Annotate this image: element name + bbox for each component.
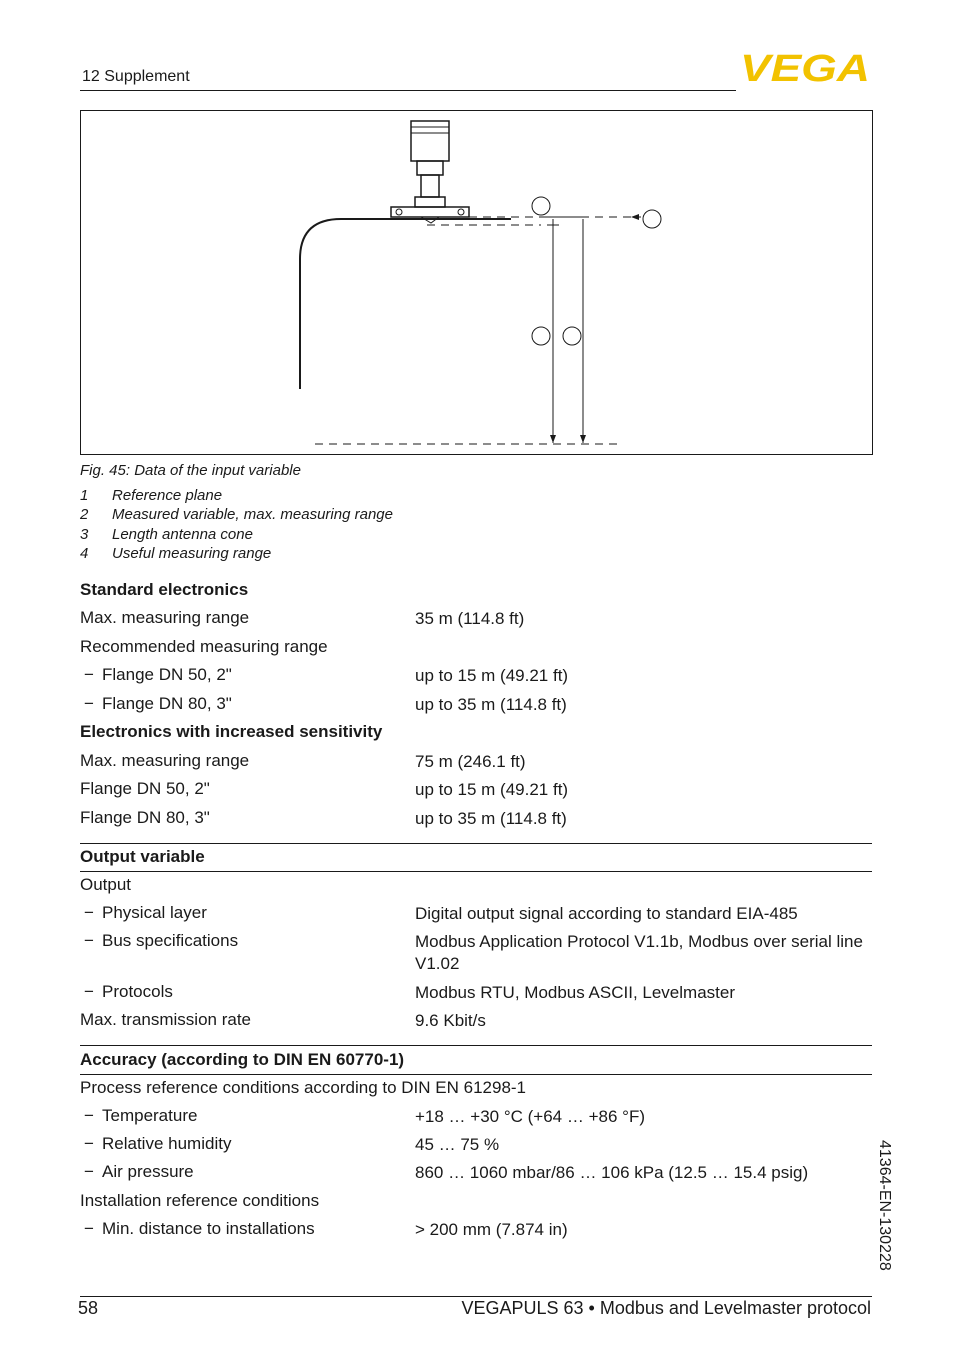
legend-item: 4 Useful measuring range bbox=[80, 545, 272, 562]
increased-sensitivity-heading: Electronics with increased sensitivity bbox=[80, 722, 383, 741]
standard-electronics-heading: Standard electronics bbox=[80, 580, 249, 599]
section-title: 12 Supplement bbox=[82, 68, 190, 85]
accuracy-heading: Accuracy (according to DIN EN 60770-1) bbox=[80, 1050, 405, 1069]
legend-item: 3 Length antenna cone bbox=[80, 526, 253, 543]
figure-frame bbox=[80, 110, 873, 455]
output-variable-heading: Output variable bbox=[80, 847, 205, 866]
section-divider bbox=[80, 871, 872, 872]
svg-text:VEGA: VEGA bbox=[740, 50, 870, 84]
svg-text:41364-EN-130228: 41364-EN-130228 bbox=[876, 1140, 893, 1271]
footer-divider bbox=[80, 1296, 872, 1297]
vega-logo bbox=[740, 50, 872, 84]
sensor-diagram bbox=[81, 111, 872, 454]
document-title: VEGAPULS 63 • Modbus and Levelmaster protocol bbox=[461, 1298, 871, 1318]
document-code bbox=[868, 1140, 898, 1290]
figure-caption: Fig. 45: Data of the input variable bbox=[80, 462, 301, 479]
header-divider bbox=[80, 90, 736, 91]
page-number: 58 bbox=[78, 1298, 99, 1318]
section-divider bbox=[80, 843, 872, 844]
legend-item: 1 Reference plane bbox=[80, 487, 223, 504]
section-divider bbox=[80, 1074, 872, 1075]
legend-item: 2 Measured variable, max. measuring range bbox=[80, 506, 393, 523]
section-divider bbox=[80, 1045, 872, 1046]
